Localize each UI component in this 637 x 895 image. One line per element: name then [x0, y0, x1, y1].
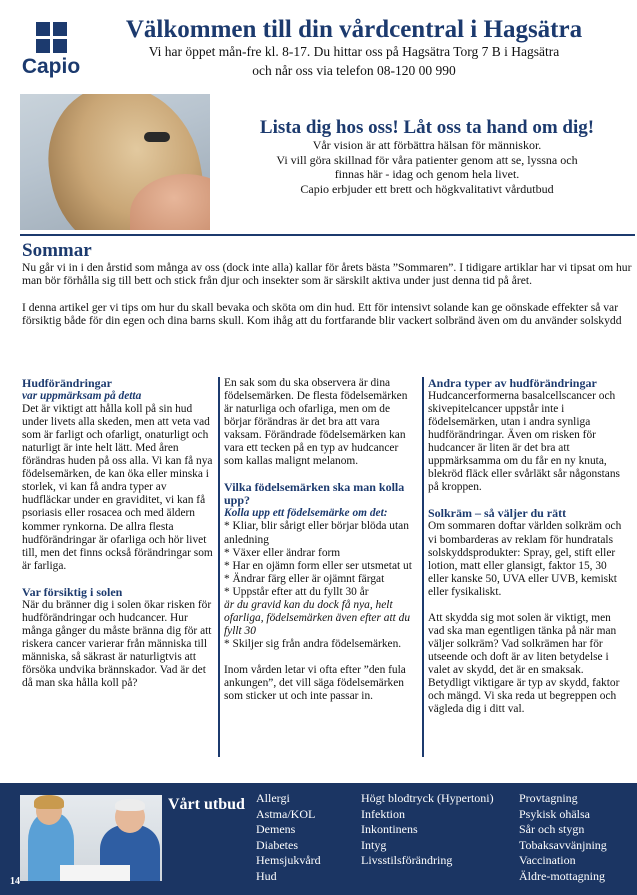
- bullet-item: * Kliar, blir sårigt eller börjar blöda utan anledning: [224, 520, 409, 546]
- column-paragraph: Det är viktigt att hålla koll på sin hud under livets alla skeden, men att veta vad som är farligt och ofarligt, onaturligt och naturligt är inte helt lätt. Med åren förändras huden på oss alla. Vi kan få nya födelsemärken, de kan öka eller minska i storlek, vi kan få andra typer av hudfläckar under en graviditet, vi kan få psoriasis eller rosacea och med äldern kommer rynkorna. De allra flesta hudförändringar är ofarliga och hör livet till, men det finns också förändringar som är farliga.: [22, 403, 213, 572]
- hero-line: finnas här - idag och genom hela livet.: [334, 167, 520, 181]
- bullet-item: * Skiljer sig från andra födelsemärken.: [224, 637, 402, 650]
- services-list-2: [361, 791, 494, 869]
- service-item: Demens: [256, 822, 296, 836]
- service-item: Infektion: [361, 806, 405, 821]
- column-heading: Solkräm – så väljer du rätt: [428, 506, 567, 521]
- hours-line-2: och når oss via telefon 08-120 00 990: [252, 63, 456, 78]
- bullet-item: * Har en ojämn form eller ser utsmetat ut: [224, 559, 412, 572]
- service-item: Högt blodtryck (Hypertoni): [361, 791, 494, 805]
- column-heading: Hudförändringar: [22, 376, 113, 390]
- services-list-1: [256, 791, 321, 884]
- article-column-2: [224, 377, 416, 703]
- service-item: Äldre-mottagning: [519, 868, 605, 883]
- page-title: Välkommen till din vårdcentral i Hagsätra: [125, 16, 583, 43]
- footer-photo: [20, 795, 162, 881]
- service-item: Hud: [256, 868, 277, 883]
- capio-logo: [20, 22, 82, 80]
- column-paragraph: Om sommaren doftar världen solkräm och vi bombarderas av reklam för hundratals solskyddsprodukter: Spray, gel, stift eller lotion, matt eller glansigt, faktor 15, 30 eller kanske 50, UVA eller UVB, kemiskt eller fysikaliskt.: [428, 520, 622, 598]
- column-heading: Andra typer av hudförändringar: [428, 376, 597, 390]
- divider: [20, 234, 635, 236]
- service-item: Livsstilsförändring: [361, 853, 453, 867]
- services-list-3: [519, 791, 607, 884]
- bullet-item: * Växer eller ändrar form: [224, 546, 341, 559]
- service-item: Vaccination: [519, 853, 576, 867]
- hero-photo: [20, 94, 210, 230]
- page-number: 14: [10, 876, 20, 887]
- column-paragraph: Att skydda sig mot solen är viktigt, men vad ska man egentligen tänka på när man väljer solkräm? Vad solkrämen har för utseende och doft är av liten betydelse i valet av skydd, det är en smaksak. Betydligt viktigare är typ av skydd, faktor och mängd. Vi ska reda ut begreppen och vägleda dig i ditt val.: [428, 611, 620, 716]
- column-paragraph: Inom vården letar vi ofta efter ”den fula ankungen”, det vill säga födelsemärken som sticker ut och inte passar in.: [224, 663, 406, 703]
- service-item: Allergi: [256, 791, 290, 805]
- article-column-3: [428, 377, 628, 716]
- service-item: Provtagning: [519, 791, 578, 805]
- service-item: Sår och stygn: [519, 822, 585, 836]
- service-item: Intyg: [361, 837, 387, 852]
- hours-line-1: Vi har öppet mån-fre kl. 8-17. Du hittar oss på Hagsätra Torg 7 B i Hagsätra: [148, 44, 560, 59]
- services-footer: [0, 783, 637, 895]
- capio-logo-icon: [36, 22, 67, 53]
- intro-paragraph: Nu går vi in i den årstid som många av oss (dock inte alla) kallar för årets bästa ”Sommaren”. I tidigare artiklar har vi tipsat om hur man bör förhålla sig till bett och stick från djur och insekter som är särskilt aktiva under just denna tid på året.: [22, 261, 632, 288]
- bullet-note: är du gravid kan du dock få nya, helt ofarliga, födelsemärken även efter att du fyllt 30: [224, 598, 411, 637]
- column-heading: Vilka födelsemärken ska man kolla upp?: [224, 480, 405, 508]
- service-item: Tobaksavvänjning: [519, 837, 607, 852]
- column-paragraph: Hudcancerformerna basalcellscancer och skivepitelcancer uppstår inte i födelsemärken, utan i andra synliga hudförändringar. Även om risken för hudcancer är liten är det bra att uppmärksamma om du får en ny knuta, blekröd fläck eller svårläkt sår någonstans på kroppen.: [428, 390, 620, 494]
- bullet-item: * Uppstår efter att du fyllt 30 år: [224, 585, 369, 598]
- intro-paragraph: I denna artikel ger vi tips om hur du skall bevaka och sköta om din hud. Ett för intensivt solande kan ge oönskade effekter så var försiktig både för din egen och dina barns skull. Kom ihåg att du fortfarande blir vackert solbränd även om du använder solskydd: [22, 300, 622, 328]
- column-subheading: Kolla upp ett födelsemärke om det:: [224, 507, 388, 520]
- article-column-1: [22, 377, 214, 690]
- service-item: Inkontinens: [361, 822, 418, 836]
- hero-text: [222, 138, 632, 196]
- hero-line: Vår vision är att förbättra hälsan för människor.: [312, 138, 542, 152]
- section-title: Sommar: [22, 240, 92, 261]
- column-divider: [218, 377, 220, 757]
- column-paragraph: En sak som du ska observera är dina födelsemärken. De flesta födelsemärken är naturliga och ofarliga, men om de börjar förändras är det bra att vara vaksam. Förändrade födelsemärken kan vara ett tecken på en typ av hudcancer som kallas malignt melanom.: [224, 377, 408, 468]
- logo-text: Capio: [21, 55, 81, 78]
- column-heading: Var försiktig i solen: [22, 584, 123, 599]
- column-paragraph: När du bränner dig i solen ökar risken för hudförändringar och hudcancer. Hur många gånger du måste bränna dig för att riskera cancer varierar från människa till människa, så säkrast är naturligtvis att försöka undvika brännskador. Vad är det då man ska hålla koll på?: [22, 598, 212, 690]
- hero-heading: Lista dig hos oss! Låt oss ta hand om dig!: [259, 117, 595, 138]
- column-divider: [422, 377, 424, 757]
- hero-line: Vi vill göra skillnad för våra patienter genom att se, lyssna och: [276, 152, 578, 167]
- service-item: Hemsjukvård: [256, 853, 321, 867]
- service-item: Psykisk ohälsa: [519, 806, 591, 821]
- opening-hours: [96, 42, 612, 80]
- intro-text: [22, 261, 634, 328]
- services-title: Vårt utbud: [168, 796, 245, 813]
- service-item: Astma/KOL: [256, 806, 316, 821]
- hero-line: Capio erbjuder ett brett och högkvalitativt vårdutbud: [300, 181, 554, 196]
- bullet-item: * Ändrar färg eller är ojämnt färgat: [224, 572, 385, 585]
- service-item: Diabetes: [256, 837, 298, 852]
- column-subheading: var uppmärksam på detta: [22, 390, 142, 403]
